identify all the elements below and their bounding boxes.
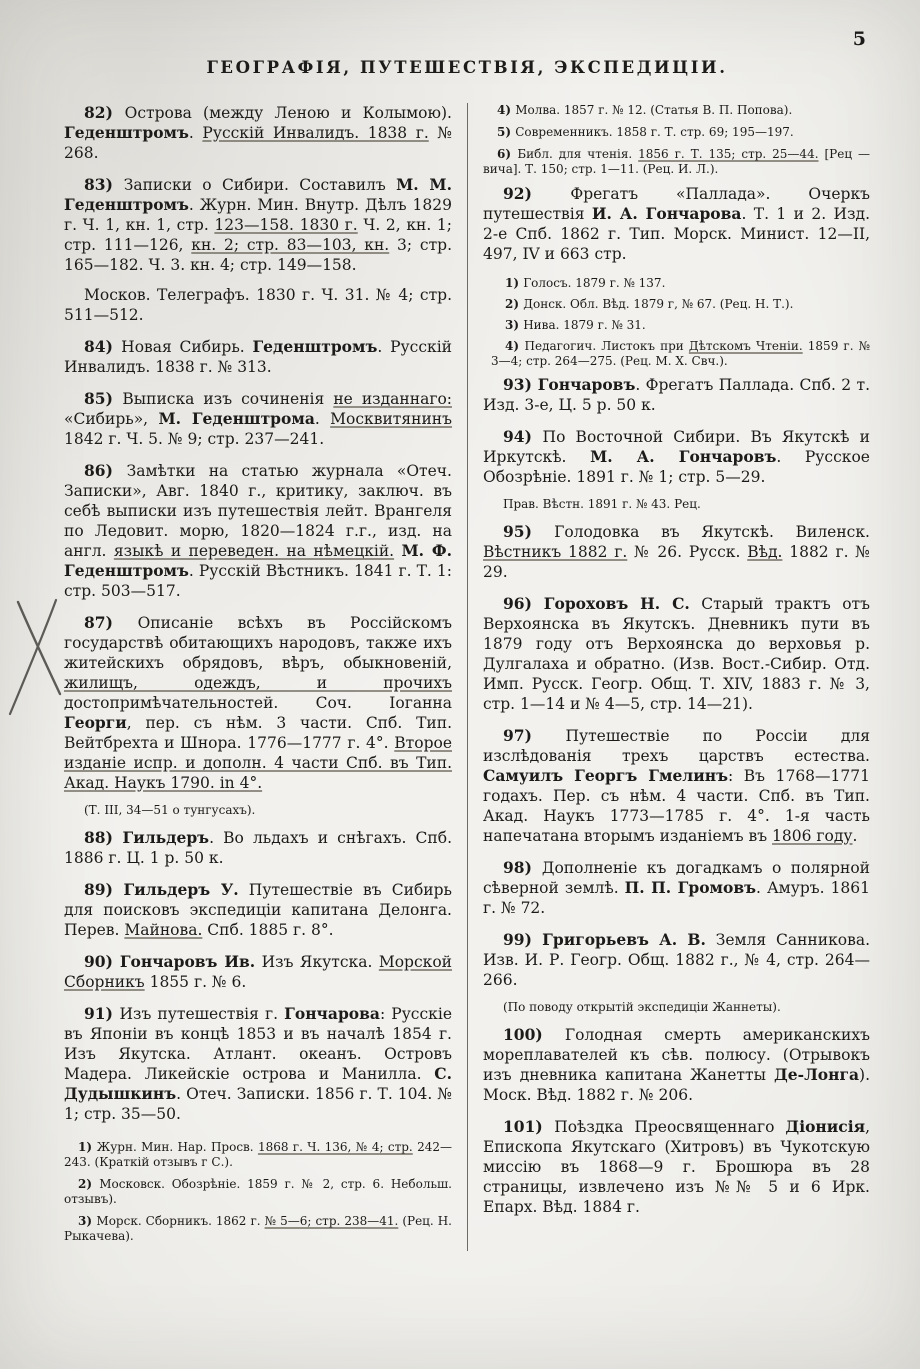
entry-number: 82) — [84, 103, 125, 122]
text-segment: . Т. 1 и 2. Изд. 2-е Спб. 1862 г. Тип. Морск. Минист. 12—II, 497, IV и 663 стр. — [483, 205, 870, 263]
text-segment: № 26. Русск. — [627, 543, 748, 561]
text-segment: Выписка изъ сочиненія — [122, 390, 334, 408]
text-segment: Изъ путешествія г. — [119, 1005, 285, 1023]
bib-entry — [64, 389, 452, 449]
entry-author: Гончарова — [284, 1004, 380, 1023]
text-segment: Описаніе всѣхъ въ Россійскомъ государствѣ обитающихъ народовъ, также ихъ житейскихъ обрядовъ, вѣръ, обыкновеній, — [64, 614, 452, 672]
bib-entry — [483, 930, 870, 990]
entry-number: 95) — [503, 522, 555, 541]
bib-entry — [64, 175, 452, 275]
entry-number: 3) — [78, 1214, 97, 1228]
bib-entry — [483, 858, 870, 918]
text-segment: Русскій Инвалидъ. 1838 г. — [202, 124, 429, 142]
column-right — [467, 103, 870, 1251]
text-segment: Вѣстникъ 1882 г. — [483, 543, 628, 561]
text-segment: (По поводу открытій экспедиціи Жаннеты). — [503, 1000, 781, 1014]
text-segment: № 268. — [64, 124, 452, 162]
text-segment: Замѣтки на статью журнала «Отеч. Записки», Авг. 1840 г., критику, заключ. въ себѣ выписки изъ путешествія лейт. Врангеля по Ледовит. морю, 1820—1824 г.г., изд. на англ. — [64, 462, 452, 560]
entry-number: 1) — [505, 276, 524, 290]
text-segment: . Отеч. Записки. 1856 г. Т. 104. № 1; стр. 35—50. — [64, 1085, 452, 1123]
entry-number: 6) — [497, 147, 518, 161]
text-segment: Молва. 1857 г. № 12. (Статья В. П. Попова). — [515, 103, 793, 117]
text-segment: (Рец. Н. Рыкачева). — [64, 1214, 452, 1243]
entry-author: И. А. Гончарова — [591, 204, 742, 223]
text-segment: . — [314, 410, 331, 428]
footnote-item — [64, 1177, 452, 1207]
text-segment: . Амуръ. 1861 г. № 72. — [483, 879, 871, 917]
text-segment: Библ. для чтенія. — [517, 147, 639, 161]
entry-number: 2) — [78, 1177, 100, 1191]
text-segment: 1882 г. № 29. — [483, 543, 870, 581]
text-segment: . Русскій Вѣстникъ. 1841 г. Т. 1: стр. 503—517. — [64, 562, 452, 600]
text-segment: жилищъ, одеждъ, и прочихъ — [64, 674, 452, 692]
bib-note — [64, 803, 452, 818]
bib-entry — [483, 427, 870, 487]
text-segment: . Во льдахъ и снѣгахъ. Спб. 1886 г. Ц. 1 р. 50 к. — [64, 829, 452, 867]
bib-entry — [483, 1025, 870, 1105]
entry-number: 87) — [84, 613, 138, 632]
bib-entry — [483, 1117, 870, 1217]
text-segment: «Сибирь», — [64, 410, 159, 428]
entry-number: 4) — [497, 103, 516, 117]
text-segment: 1842 г. Ч. 5. № 9; стр. 237—241. — [64, 430, 325, 448]
text-segment: 1859 г. № 3—4; стр. 264—275. (Рец. М. Х. Свч.). — [491, 339, 870, 368]
text-segment: Новая Сибирь. — [121, 338, 253, 356]
text-segment: , Епископа Якутскаго (Хитровъ) въ Чукотскую миссію въ 1868—9 г. Брошюра въ 28 страницы, извлечено изъ №№ 5 и 6 Ирк. Епарх. Вѣд. 1884 г. — [483, 1118, 870, 1216]
text-segment: 1855 г. № 6. — [144, 973, 247, 991]
text-segment: № 5—6; стр. 238—41. — [264, 1214, 399, 1228]
footnote-item — [491, 276, 870, 291]
text-segment: 3; стр. 165—182. Ч. 3. кн. 4; стр. 149—158. — [64, 236, 452, 274]
entry-number: 94) — [503, 427, 543, 446]
text-segment: Ч. 2, кн. 1; стр. 111—126, — [64, 216, 452, 254]
entry-number: 96) — [503, 594, 544, 613]
entry-author: М. Геденштрома — [158, 409, 315, 428]
entry-number: 100) — [503, 1025, 565, 1044]
entry-number: 5) — [497, 125, 516, 139]
page-title: ГЕОГРАФІЯ, ПУТЕШЕСТВІЯ, ЭКСПЕДИЦІИ. — [206, 58, 728, 77]
text-segment: Москов. Телеграфъ. 1830 г. Ч. 31. № 4; стр. 511—512. — [64, 286, 452, 324]
text-segment: (Т. III, 34—51 о тунгусахъ). — [84, 803, 256, 817]
entry-number: 91) — [84, 1004, 120, 1023]
footnote-item — [483, 103, 870, 118]
text-segment: Журн. Мин. Нар. Просв. — [96, 1140, 258, 1154]
text-segment: языкѣ и переведен. на нѣмецкій. — [113, 542, 395, 560]
text-segment: Второе изданіе испр. и дополн. 4 части Спб. въ Тип. Акад. Наукъ 1790. in 4°. — [64, 734, 452, 792]
entry-number: 3) — [505, 318, 524, 332]
bib-entry — [64, 1004, 452, 1124]
bib-note — [483, 497, 870, 512]
footnote-item — [491, 318, 870, 333]
bib-entry — [64, 880, 452, 940]
entry-author: Самуилъ Георгъ Гмелинъ — [483, 766, 728, 785]
text-segment: Записки о Сибири. Составилъ — [123, 176, 397, 194]
footnote-item — [64, 1140, 452, 1170]
text-segment: кн. 2; стр. 83—103, кн. — [191, 236, 390, 254]
entry-author: Діонисія — [785, 1117, 866, 1136]
entry-number: 1) — [78, 1140, 97, 1154]
entry-number: 89) — [84, 880, 124, 899]
text-segment: Старый трактъ отъ Верхоянска въ Якутскъ. Дневникъ пути въ 1879 году отъ Верхоянска до верховья р. Дулгалаха и обратно. (Изв. Вост.-Сибир. Отд. Имп. Русск. Геогр. Общ. Т. XIV, 1883 г. № 3, стр. 1—14 и № 4—5, стр. 14—21). — [483, 595, 870, 713]
text-segment: Голодная смерть американскихъ мореплавателей къ сѣв. полюсу. (Отрывокъ изъ дневника капитана Жанетты — [483, 1026, 870, 1084]
text-segment: : Въ 1768—1771 годахъ. Пер. съ нѣм. 4 части. Спб. въ Тип. Акад. Наукъ 1773—1785 г. 4°. 1-я часть напечатана вторымъ изданіемъ въ — [483, 767, 870, 845]
bib-entry — [483, 375, 870, 415]
entry-number: 93) — [503, 375, 538, 394]
text-segment: . Журн. Мин. Внутр. Дѣлъ 1829 г. Ч. 1, кн. 1, стр. — [64, 196, 452, 234]
entry-author: Григорьевъ А. В. — [542, 930, 706, 949]
footnote-item — [491, 339, 870, 369]
text-segment: Московск. Обозрѣніе. 1859 г. № 2, стр. 6. Небольш. отзывъ). — [64, 1177, 452, 1206]
entry-author: Гильдеръ У. — [123, 880, 239, 899]
entry-author: Де-Лонга — [774, 1065, 860, 1084]
bib-entry — [483, 522, 870, 582]
text-segment: не изданнаго: — [333, 390, 452, 408]
text-segment: Поѣздка Преосвященнаго — [554, 1118, 786, 1136]
entry-number: 101) — [503, 1117, 555, 1136]
entry-number: 4) — [505, 339, 525, 353]
bib-entry — [64, 461, 452, 601]
text-segment: . Фрегатъ Паллада. Спб. 2 т. Изд. 3-е, Ц. 5 р. 50 к. — [483, 376, 870, 414]
entry-author: Геденштромъ — [64, 123, 189, 142]
bib-entry — [64, 103, 452, 163]
text-segment: 1868 г. Ч. 136, № 4; стр. — [257, 1140, 413, 1154]
entry-author: М. Ф. Геденштромъ — [64, 541, 452, 580]
bib-entry — [64, 613, 452, 793]
text-segment: [Рец —вича]. Т. 150; стр. 1—11. (Рец. И. Л.). — [483, 147, 871, 176]
entry-author: М. М. Геденштромъ — [64, 175, 452, 214]
text-segment: Земля Санникова. Изв. И. Р. Геогр. Общ. 1882 г., № 4, стр. 264—266. — [483, 931, 870, 989]
text-segment: 1806 году — [772, 827, 853, 845]
entry-number: 98) — [503, 858, 542, 877]
text-segment: , пер. съ нѣм. 3 части. Спб. Тип. Вейтбрехта и Шнора. 1776—1777 г. 4°. — [64, 714, 452, 752]
entry-author: П. П. Громовъ — [624, 878, 757, 897]
text-segment: Голодовка въ Якутскѣ. Виленск. — [554, 523, 870, 541]
entry-author: Гончаровъ — [537, 375, 636, 394]
bib-entry — [64, 952, 452, 992]
bib-entry — [483, 184, 870, 264]
bib-note — [483, 1000, 870, 1015]
footnote-item — [483, 147, 870, 177]
text-segment: Нива. 1879 г. № 31. — [523, 318, 646, 332]
text-segment: . Русское Обозрѣніе. 1891 г. № 1; стр. 5—29. — [483, 448, 870, 486]
bib-entry — [64, 828, 452, 868]
text-segment: Современникъ. 1858 г. Т. стр. 69; 195—197. — [515, 125, 794, 139]
text-segment: Спб. 1885 г. 8°. — [202, 921, 334, 939]
entry-number: 2) — [505, 297, 524, 311]
text-segment: . — [852, 827, 858, 845]
text-segment: 1856 г. Т. 135; стр. 25—44. — [638, 147, 819, 161]
entry-number: 86) — [84, 461, 127, 480]
entry-author: С. Дудышкинъ — [64, 1064, 452, 1103]
text-segment: Путешествіе по Россіи для изслѣдованія трехъ царствъ естества. — [483, 727, 870, 765]
entry-number: 99) — [503, 930, 543, 949]
two-column-layout — [64, 103, 870, 1251]
footnote-item — [483, 125, 870, 140]
text-segment: 123—158. 1830 г. — [214, 216, 358, 234]
page-number: 5 — [852, 28, 866, 50]
entry-number: 85) — [84, 389, 123, 408]
entry-author: Геденштромъ — [252, 337, 378, 356]
text-segment: Фрегатъ «Паллада». Очеркъ путешествія — [483, 185, 870, 223]
entry-author: Гороховъ Н. С. — [543, 594, 690, 613]
footnote-item — [64, 1214, 452, 1244]
text-segment: Дѣтскомъ Чтеніи. — [688, 339, 803, 353]
text-segment: Педагогич. Листокъ при — [524, 339, 689, 353]
footnote-item — [491, 297, 870, 312]
entry-number: 84) — [84, 337, 122, 356]
text-segment: 242—243. (Краткій отзывъ г С.). — [64, 1140, 452, 1169]
text-segment: . — [188, 124, 203, 142]
entry-number: 88) — [84, 828, 123, 847]
bib-entry — [483, 594, 870, 714]
bib-entry — [64, 337, 452, 377]
bib-entry — [483, 726, 870, 846]
entry-author: Гильдеръ — [122, 828, 210, 847]
entry-number: 92) — [503, 184, 571, 203]
text-segment: Дополненіе къ догадкамъ о полярной сѣверной землѣ. — [483, 859, 870, 897]
text-segment: Морск. Сборникъ. 1862 г. — [96, 1214, 265, 1228]
entry-number: 83) — [84, 175, 124, 194]
text-segment: . Русскій Инвалидъ. 1838 г. № 313. — [64, 338, 452, 376]
text-segment: Москвитянинъ — [330, 410, 452, 428]
text-segment: Изъ Якутска. — [255, 953, 379, 971]
entry-number: 97) — [503, 726, 566, 745]
entry-author: М. А. Гончаровъ — [590, 447, 777, 466]
text-segment: : Русскіе въ Японіи въ концѣ 1853 и въ началѣ 1854 г. Изъ Якутска. Атлант. океанъ. Островъ Мадера. Ликейскіе острова и Манилла. — [64, 1005, 452, 1083]
entry-author: Гончаровъ Ив. — [119, 952, 256, 971]
text-segment: Майнова. — [124, 921, 203, 939]
bib-entry-continuation — [64, 285, 452, 325]
text-segment: достопримѣчательностей. Соч. Іоганна — [64, 694, 452, 712]
text-segment: По Восточной Сибири. Въ Якутскѣ и Иркутскѣ. — [483, 428, 870, 466]
text-segment: Путешествіе въ Сибирь для поисковъ экспедиціи капитана Делонга. Перев. — [64, 881, 452, 939]
text-segment: Морской Сборникъ — [64, 953, 452, 991]
text-segment: ). Моск. Вѣд. 1882 г. № 206. — [483, 1066, 870, 1104]
text-segment: Донск. Обл. Вѣд. 1879 г, № 67. (Рец. Н. Т.). — [523, 297, 794, 311]
text-segment: Острова (между Леною и Колымою). — [124, 104, 452, 122]
entry-author: Георги — [64, 713, 127, 732]
text-segment: Голосъ. 1879 г. № 137. — [523, 276, 666, 290]
entry-number: 90) — [84, 952, 120, 971]
column-left — [64, 103, 467, 1251]
text-segment: Вѣд. — [747, 543, 783, 561]
text-segment: Прав. Вѣстн. 1891 г. № 43. Рец. — [503, 497, 701, 511]
